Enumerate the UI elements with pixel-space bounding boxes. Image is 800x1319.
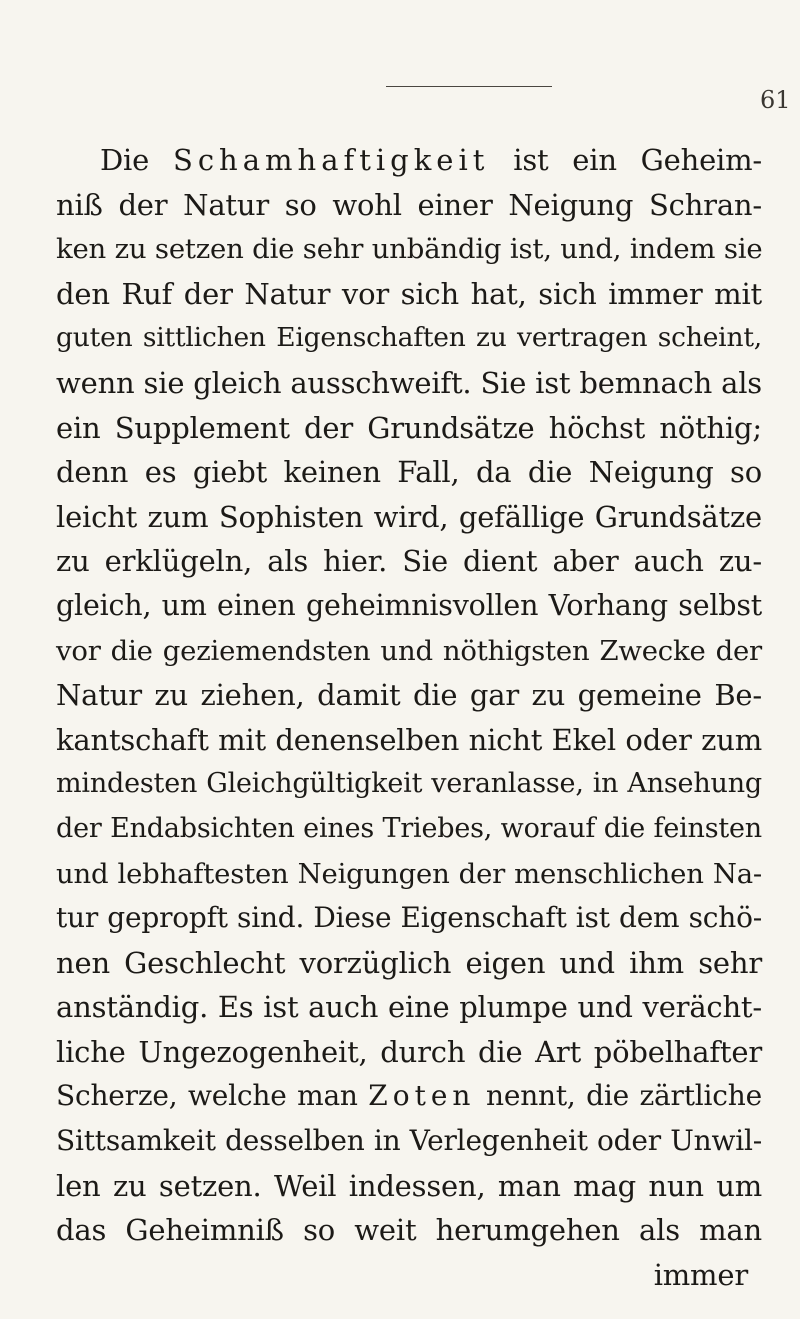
text-line-6: wenn sie gleich ausschweift. Sie ist bemnach als [56, 365, 762, 400]
text-line-21: liche Ungezogenheit, durch die Art pöbelhafter [56, 1034, 762, 1069]
text-line-16: der Endabsichten eines Triebes, worauf die feinsten [56, 812, 762, 844]
text-line-7: ein Supplement der Grundsätze höchst nöthig; [56, 410, 762, 445]
text-line-20: anständig. Es ist auch eine plumpe und verächt- [56, 990, 762, 1025]
text-line-8: denn es giebt keinen Fall, da die Neigung so [56, 455, 762, 490]
text-line-25: das Geheimniß so weit herumgehen als man [56, 1213, 762, 1248]
text-line-15: mindesten Gleichgültigkeit veranlasse, in Ansehung [56, 768, 762, 800]
text-line-10: zu erklügeln, als hier. Sie dient aber auch zu- [56, 544, 762, 579]
body-text [56, 138, 762, 1297]
catchword: immer [653, 1257, 748, 1292]
text-line-13: Natur zu ziehen, damit die gar zu gemeine Be- [56, 678, 762, 713]
text-line-9: leicht zum Sophisten wird, gefällige Grundsätze [56, 499, 762, 534]
text-line-12: vor die geziemendsten und nöthigsten Zwecke der [56, 634, 762, 667]
text-line-23: Sittsamkeit desselben in Verlegenheit oder Unwil- [56, 1124, 762, 1158]
text-line-2: niß der Natur so wohl einer Neigung Schran- [56, 187, 762, 222]
text-line-3: ken zu setzen die sehr unbändig ist, und, indem sie [56, 233, 763, 266]
text-line-22 [56, 1074, 762, 1119]
line-22-end: nennt, die zärtliche [475, 1079, 762, 1113]
text-line-5: guten sittlichen Eigenschaften zu vertragen scheint, [56, 322, 762, 354]
emphasized-term: Schamhaftigkeit [172, 143, 490, 177]
text-line-11: gleich, um einen geheimnisvollen Vorhang selbst [56, 588, 762, 622]
line-22-start: Scherze, welche man [56, 1079, 369, 1113]
text-line-17: und lebhaftesten Neigungen der menschlichen Na- [56, 857, 762, 890]
text-line-4: den Ruf der Natur vor sich hat, sich immer mit [56, 276, 762, 311]
header-rule [386, 86, 552, 87]
text-line-1 [56, 138, 762, 183]
line-1-end: ist ein Geheim- [489, 143, 763, 177]
emphasized-term: Zoten [368, 1079, 476, 1113]
text-line-19: nen Geschlecht vorzüglich eigen und ihm sehr [56, 945, 762, 980]
page-number: 61 [760, 86, 791, 114]
line-1-start: Die [100, 143, 173, 177]
text-line-14: kantschaft mit denenselben nicht Ekel oder zum [56, 722, 762, 757]
text-line-24: len zu setzen. Weil indessen, man mag nun um [56, 1168, 762, 1203]
text-line-18: tur gepropft sind. Diese Eigenschaft ist dem schö- [56, 901, 762, 935]
